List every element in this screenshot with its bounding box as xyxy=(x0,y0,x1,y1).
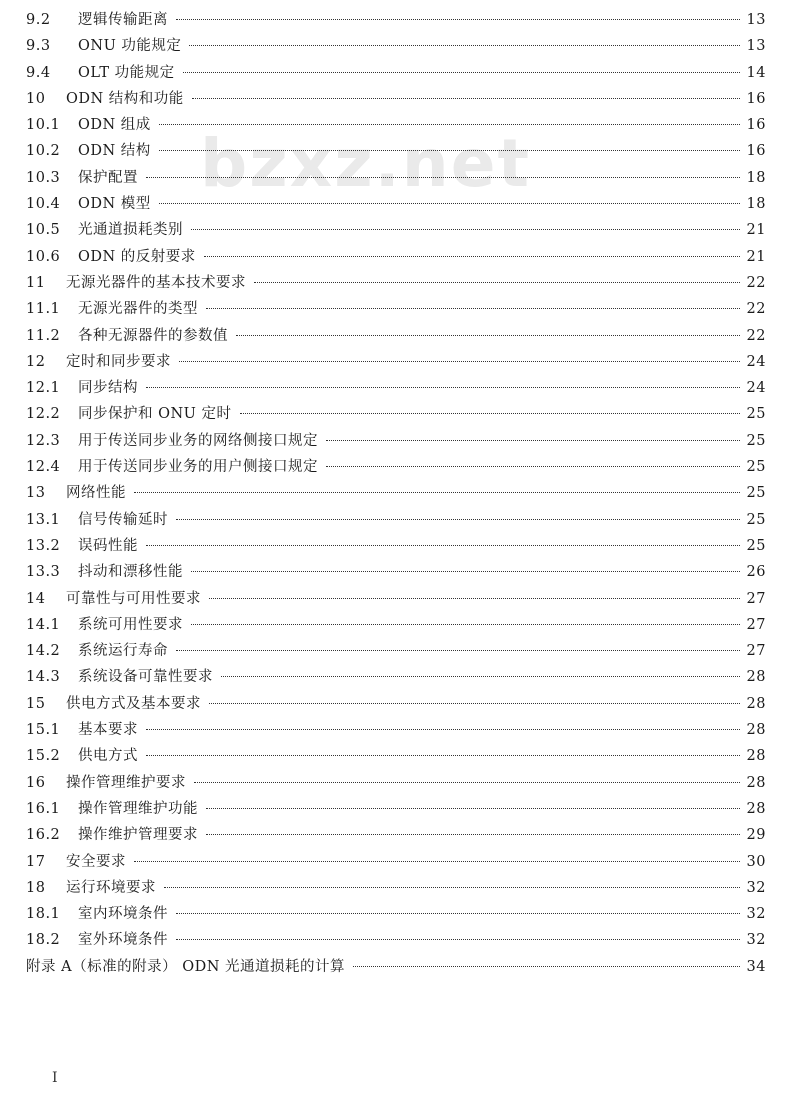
toc-entry-page: 25 xyxy=(746,406,766,423)
toc-entry-page: 22 xyxy=(746,274,766,291)
toc-entry-number: 附录 A xyxy=(26,958,73,975)
toc-entry-title: 室外环境条件 xyxy=(78,932,168,949)
toc-entry-title: 无源光器件的基本技术要求 xyxy=(66,274,246,291)
toc-dot-leader xyxy=(176,939,740,940)
toc-dot-leader xyxy=(134,492,740,493)
toc-dot-leader xyxy=(159,203,740,204)
toc-entry[interactable] xyxy=(26,507,766,533)
toc-entry-number: 15 xyxy=(26,695,46,712)
toc-entry-page: 24 xyxy=(746,380,766,397)
toc-entry-page: 25 xyxy=(746,459,766,476)
toc-entry-page: 32 xyxy=(746,879,766,896)
toc-entry-page: 25 xyxy=(746,432,766,449)
toc-entry-number: 12 xyxy=(26,353,46,370)
toc-entry-title: ODN 模型 xyxy=(78,196,151,213)
toc-entry-title: 保护配置 xyxy=(78,169,138,186)
toc-entry-page: 22 xyxy=(746,301,766,318)
toc-entry-number: 13.1 xyxy=(26,511,61,528)
toc-entry[interactable] xyxy=(26,296,766,322)
toc-entry-number: 18 xyxy=(26,879,46,896)
toc-entry[interactable] xyxy=(26,533,766,559)
toc-dot-leader xyxy=(240,413,740,414)
toc-entry-number: 15.1 xyxy=(26,722,61,739)
toc-entry[interactable] xyxy=(26,401,766,427)
page-number: I xyxy=(52,1070,58,1086)
toc-dot-leader xyxy=(146,729,740,730)
toc-entry-number: 11.1 xyxy=(26,301,61,318)
toc-entry-page: 21 xyxy=(746,222,766,239)
toc-entry-title: 网络性能 xyxy=(66,485,126,502)
toc-dot-leader xyxy=(183,72,740,73)
toc-entry-page: 18 xyxy=(746,196,766,213)
toc-entry[interactable] xyxy=(26,901,766,927)
toc-entry-title: 同步结构 xyxy=(78,380,138,397)
toc-entry-page: 28 xyxy=(746,800,766,817)
toc-entry-number: 10.2 xyxy=(26,143,61,160)
toc-entry-page: 34 xyxy=(746,958,766,975)
toc-entry-number: 11.2 xyxy=(26,327,61,344)
toc-entry-title: （标准的附录） ODN 光通道损耗的计算 xyxy=(72,958,346,975)
toc-entry-title: 安全要求 xyxy=(66,853,126,870)
toc-entry-title: 系统设备可靠性要求 xyxy=(78,669,213,686)
toc-entry[interactable] xyxy=(26,691,766,717)
toc-entry-title: 光通道损耗类别 xyxy=(78,222,183,239)
toc-entry-number: 13.3 xyxy=(26,564,61,581)
toc-entry-number: 14 xyxy=(26,590,46,607)
toc-entry[interactable] xyxy=(26,165,766,191)
toc-dot-leader xyxy=(326,466,740,467)
toc-entry-page: 22 xyxy=(746,327,766,344)
toc-entry-number: 12.4 xyxy=(26,459,61,476)
toc-entry-number: 14.1 xyxy=(26,616,61,633)
toc-entry-title: 运行环境要求 xyxy=(66,879,156,896)
toc-entry-number: 10.5 xyxy=(26,222,61,239)
toc-dot-leader xyxy=(326,440,740,441)
table-of-contents xyxy=(26,7,766,980)
toc-dot-leader xyxy=(221,676,740,677)
toc-entry-page: 28 xyxy=(746,748,766,765)
toc-entry[interactable] xyxy=(26,796,766,822)
toc-dot-leader xyxy=(134,861,740,862)
toc-entry-title: 操作维护管理要求 xyxy=(78,827,198,844)
toc-dot-leader xyxy=(176,519,740,520)
toc-entry[interactable] xyxy=(26,217,766,243)
toc-dot-leader xyxy=(194,782,740,783)
toc-entry[interactable] xyxy=(26,822,766,848)
toc-entry-title: 室内环境条件 xyxy=(78,906,168,923)
toc-entry[interactable] xyxy=(26,559,766,585)
toc-dot-leader xyxy=(206,808,740,809)
toc-entry[interactable] xyxy=(26,743,766,769)
toc-entry-page: 27 xyxy=(746,616,766,633)
toc-dot-leader xyxy=(146,177,740,178)
toc-dot-leader xyxy=(176,19,740,20)
toc-entry-number: 14.2 xyxy=(26,643,61,660)
toc-entry-number: 9.4 xyxy=(26,64,51,81)
toc-entry[interactable] xyxy=(26,7,766,33)
toc-entry-number: 11 xyxy=(26,274,46,291)
toc-entry-title: 各种无源器件的参数值 xyxy=(78,327,228,344)
toc-entry[interactable] xyxy=(26,138,766,164)
toc-entry-page: 32 xyxy=(746,906,766,923)
toc-entry[interactable] xyxy=(26,349,766,375)
toc-entry-number: 18.1 xyxy=(26,906,61,923)
toc-entry-number: 10.1 xyxy=(26,117,61,134)
toc-dot-leader xyxy=(179,361,740,362)
toc-entry-title: 基本要求 xyxy=(78,722,138,739)
toc-entry-number: 12.3 xyxy=(26,432,61,449)
toc-entry[interactable] xyxy=(26,428,766,454)
toc-entry[interactable] xyxy=(26,638,766,664)
toc-dot-leader xyxy=(176,650,740,651)
toc-entry[interactable] xyxy=(26,86,766,112)
toc-entry[interactable] xyxy=(26,480,766,506)
toc-entry[interactable] xyxy=(26,664,766,690)
toc-entry-page: 13 xyxy=(746,12,766,28)
toc-entry-number: 12.2 xyxy=(26,406,61,423)
toc-dot-leader xyxy=(236,335,740,336)
toc-entry-page: 28 xyxy=(746,695,766,712)
toc-entry-title: 抖动和漂移性能 xyxy=(78,564,183,581)
toc-entry-page: 25 xyxy=(746,485,766,502)
toc-entry[interactable] xyxy=(26,375,766,401)
toc-entry-number: 13 xyxy=(26,485,46,502)
toc-entry-number: 10.3 xyxy=(26,169,61,186)
toc-entry-title: 操作管理维护功能 xyxy=(78,800,198,817)
toc-entry[interactable] xyxy=(26,60,766,86)
toc-entry-title: 用于传送同步业务的用户侧接口规定 xyxy=(78,459,318,476)
toc-entry-number: 18.2 xyxy=(26,932,61,949)
toc-entry-title: ODN 结构和功能 xyxy=(66,90,184,107)
toc-entry-title: 供电方式及基本要求 xyxy=(66,695,201,712)
toc-dot-leader xyxy=(191,571,740,572)
toc-dot-leader xyxy=(146,545,740,546)
toc-dot-leader xyxy=(191,229,740,230)
toc-entry-page: 29 xyxy=(746,827,766,844)
toc-entry-page: 26 xyxy=(746,564,766,581)
toc-entry[interactable] xyxy=(26,875,766,901)
toc-entry-page: 14 xyxy=(746,64,766,81)
toc-entry-title: 用于传送同步业务的网络侧接口规定 xyxy=(78,432,318,449)
toc-dot-leader xyxy=(209,703,740,704)
toc-entry-number: 10.6 xyxy=(26,248,61,265)
toc-entry-page: 16 xyxy=(746,143,766,160)
toc-entry-number: 10 xyxy=(26,90,46,107)
toc-entry-number: 13.2 xyxy=(26,537,61,554)
toc-dot-leader xyxy=(176,913,740,914)
toc-entry-number: 12.1 xyxy=(26,380,61,397)
toc-entry-page: 32 xyxy=(746,932,766,949)
watermark: bzxz.net xyxy=(200,125,532,202)
toc-entry-number: 9.2 xyxy=(26,12,51,28)
toc-entry-page: 18 xyxy=(746,169,766,186)
toc-entry-title: 逻辑传输距离 xyxy=(78,12,168,28)
toc-entry[interactable] xyxy=(26,244,766,270)
toc-entry-title: ODN 组成 xyxy=(78,117,151,134)
toc-entry-title: ODN 结构 xyxy=(78,143,151,160)
toc-entry-page: 25 xyxy=(746,511,766,528)
toc-entry-page: 16 xyxy=(746,117,766,134)
toc-entry-number: 16.2 xyxy=(26,827,61,844)
toc-entry[interactable] xyxy=(26,586,766,612)
toc-entry-page: 28 xyxy=(746,722,766,739)
toc-entry-page: 28 xyxy=(746,669,766,686)
toc-entry-title: 误码性能 xyxy=(78,537,138,554)
toc-entry-page: 13 xyxy=(746,38,766,55)
toc-entry[interactable] xyxy=(26,112,766,138)
toc-entry-title: 供电方式 xyxy=(78,748,138,765)
toc-entry[interactable] xyxy=(26,323,766,349)
toc-entry-title: 可靠性与可用性要求 xyxy=(66,590,201,607)
toc-entry-page: 21 xyxy=(746,248,766,265)
toc-dot-leader xyxy=(192,98,740,99)
toc-entry-page: 27 xyxy=(746,643,766,660)
toc-entry-title: ODN 的反射要求 xyxy=(78,248,196,265)
toc-dot-leader xyxy=(164,887,740,888)
toc-entry-title: 操作管理维护要求 xyxy=(66,774,186,791)
toc-entry[interactable] xyxy=(26,33,766,59)
toc-entry-number: 9.3 xyxy=(26,38,51,55)
toc-entry-page: 24 xyxy=(746,353,766,370)
toc-entry[interactable] xyxy=(26,770,766,796)
toc-entry[interactable] xyxy=(26,191,766,217)
toc-dot-leader xyxy=(206,308,740,309)
toc-entry-number: 16.1 xyxy=(26,800,61,817)
toc-entry-title: 无源光器件的类型 xyxy=(78,301,198,318)
toc-dot-leader xyxy=(159,150,740,151)
toc-entry-page: 16 xyxy=(746,90,766,107)
toc-entry[interactable] xyxy=(26,717,766,743)
toc-entry-page: 28 xyxy=(746,774,766,791)
toc-entry-title: ONU 功能规定 xyxy=(78,38,182,55)
toc-entry[interactable] xyxy=(26,270,766,296)
toc-entry-title: 系统可用性要求 xyxy=(78,616,183,633)
toc-entry[interactable] xyxy=(26,954,766,980)
toc-entry-number: 16 xyxy=(26,774,46,791)
toc-dot-leader xyxy=(146,755,740,756)
toc-entry-page: 30 xyxy=(746,853,766,870)
toc-entry[interactable] xyxy=(26,927,766,953)
toc-dot-leader xyxy=(191,624,740,625)
toc-dot-leader xyxy=(254,282,740,283)
toc-entry-title: 信号传输延时 xyxy=(78,511,168,528)
toc-entry-number: 15.2 xyxy=(26,748,61,765)
toc-entry-number: 14.3 xyxy=(26,669,61,686)
toc-dot-leader xyxy=(353,966,740,967)
toc-entry[interactable] xyxy=(26,849,766,875)
toc-entry[interactable] xyxy=(26,454,766,480)
toc-dot-leader xyxy=(159,124,740,125)
toc-entry[interactable] xyxy=(26,612,766,638)
toc-entry-page: 27 xyxy=(746,590,766,607)
toc-entry-number: 10.4 xyxy=(26,196,61,213)
toc-entry-number: 17 xyxy=(26,853,46,870)
toc-dot-leader xyxy=(146,387,740,388)
toc-entry-page: 25 xyxy=(746,537,766,554)
toc-dot-leader xyxy=(204,256,740,257)
toc-entry-title: 定时和同步要求 xyxy=(66,353,171,370)
toc-entry-title: 系统运行寿命 xyxy=(78,643,168,660)
toc-entry-title: 同步保护和 ONU 定时 xyxy=(78,406,232,423)
toc-dot-leader xyxy=(206,834,740,835)
toc-entry-title: OLT 功能规定 xyxy=(78,64,175,81)
toc-dot-leader xyxy=(189,45,740,46)
toc-dot-leader xyxy=(209,598,740,599)
